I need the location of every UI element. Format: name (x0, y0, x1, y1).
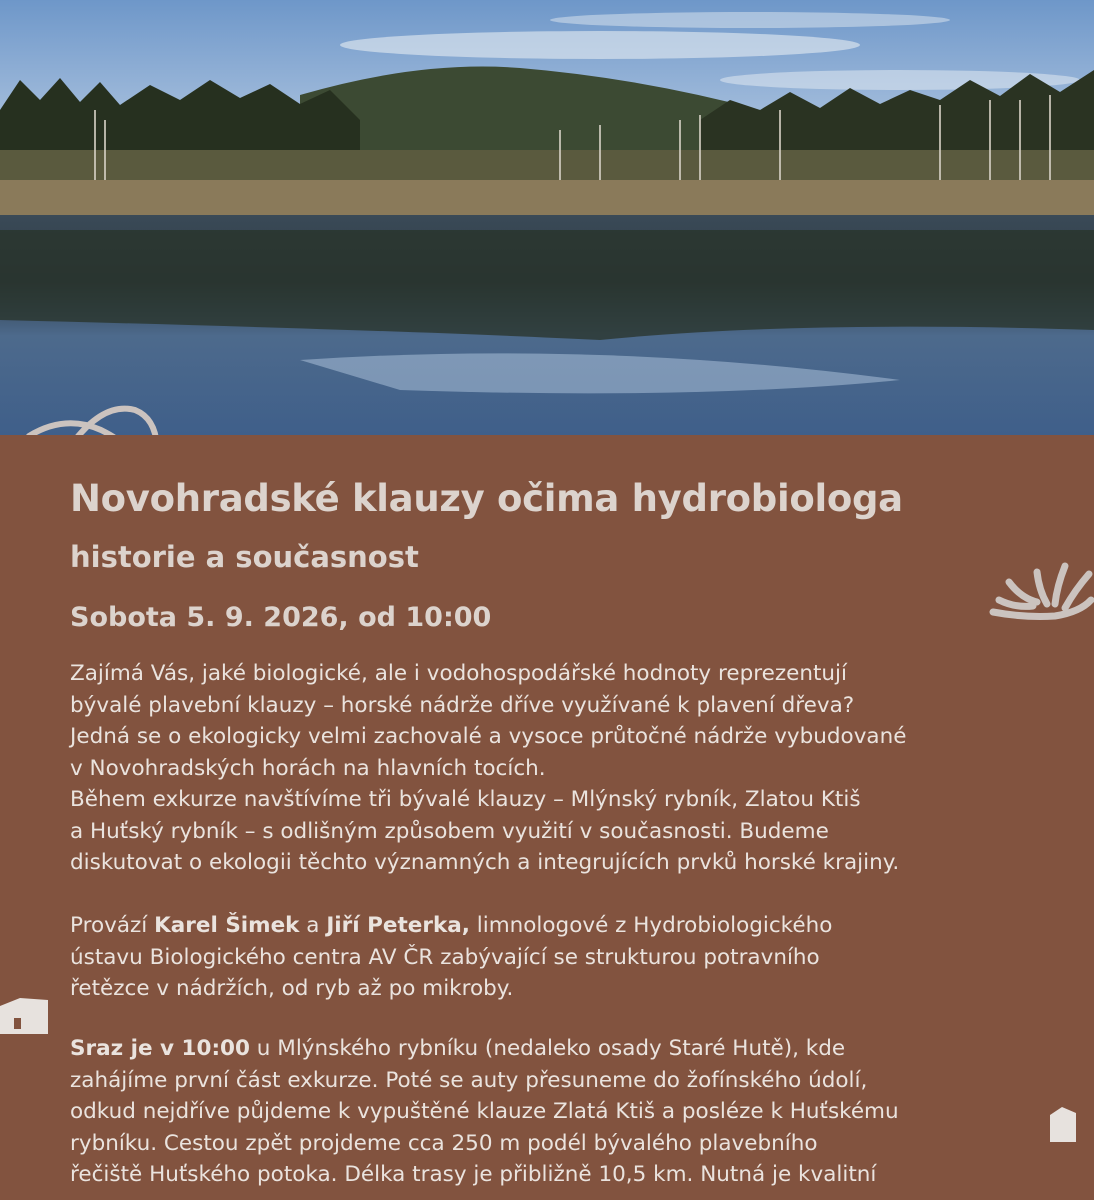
guide-name: Karel Šimek (154, 913, 300, 938)
guides-paragraph (70, 910, 1045, 1005)
guide-name: Jiří Peterka, (326, 913, 470, 938)
house-icon (1048, 1105, 1078, 1143)
guides-text: limnologové z Hydrobiologického (469, 913, 833, 938)
meeting-text: u Mlýnského rybníku (nedaleko osady Staré Hutě), kde (249, 1036, 846, 1061)
lake-photo (0, 0, 1094, 435)
event-subtitle: historie a současnost (70, 540, 419, 574)
guides-line (70, 910, 1045, 942)
event-panel (0, 435, 1094, 1200)
meeting-line: zahájíme první část exkurze. Poté se auty přesuneme do žofínského údolí, (70, 1067, 868, 1093)
intro-line: Během exkurze navštívíme tři bývalé klauzy – Mlýnský rybník, Zlatou Ktiš (70, 787, 861, 812)
intro-line: v Novohradských horách na hlavních tocích. (70, 755, 546, 781)
guides-joiner: a (299, 913, 327, 938)
guides-prefix: Provází (70, 913, 155, 938)
meeting-time: Sraz je v 10:00 (70, 1036, 250, 1061)
intro-line: Zajímá Vás, jaké biologické, ale i vodohospodářské hodnoty reprezentují (70, 661, 847, 686)
event-date: Sobota 5. 9. 2026, od 10:00 (70, 602, 492, 633)
house-icon (0, 996, 50, 1036)
intro-line: bývalé plavební klauzy – horské nádrže dříve využívané k plavení dřeva? (70, 692, 855, 718)
intro-line: diskutovat o ekologii těchto významných a integrujících prvků horské krajiny. (70, 850, 900, 875)
meeting-line: odkud nejdříve půjdeme k vypuštěné klauze Zlatá Ktiš a posléze k Huťskému (70, 1099, 899, 1124)
plant-sprout-icon (985, 560, 1094, 630)
guides-line: ústavu Biologického centra AV ČR zabývající se strukturou potravního (70, 944, 820, 970)
guides-line: řetězce v nádržích, od ryb až po mikroby. (70, 976, 514, 1001)
meeting-line: rybníku. Cestou zpět projdeme cca 250 m podél bývalého plavebního (70, 1130, 818, 1156)
intro-line: a Huťský rybník – s odlišným způsobem využití v současnosti. Budeme (70, 818, 829, 844)
meeting-line (70, 1033, 1045, 1065)
intro-line: Jedná se o ekologicky velmi zachovalé a vysoce průtočné nádrže vybudované (70, 724, 907, 749)
event-title: Novohradské klauzy očima hydrobiologa (70, 477, 903, 520)
intro-paragraph (70, 658, 1045, 879)
meeting-line: řečiště Huťského potoka. Délka trasy je přibližně 10,5 km. Nutná je kvalitní (70, 1162, 877, 1187)
meeting-paragraph (70, 1033, 1045, 1191)
